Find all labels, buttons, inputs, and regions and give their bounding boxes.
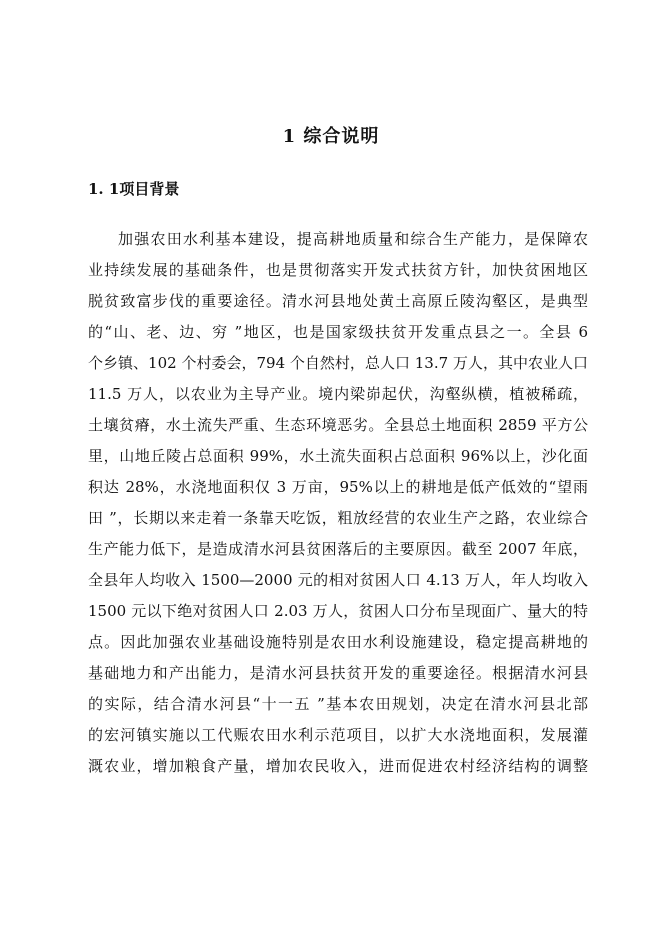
paragraph-line: 11.5 万人，以农业为主导产业。境内梁峁起伏，沟壑纵横，植被稀疏，: [88, 385, 588, 403]
paragraph-line: 的“山、老、边、穷 ”地区，也是国家级扶贫开发重点县之一。全县 6: [88, 323, 588, 341]
paragraph-line: 点。因此加强农业基础设施特别是农田水利设施建设，稳定提高耕地的: [88, 633, 588, 651]
paragraph-line: 生产能力低下，是造成清水河县贫困落后的主要原因。截至 2007 年底，: [88, 540, 588, 558]
paragraph-line: 积达 28%，水浇地面积仅 3 万亩，95%以上的耕地是低产低效的“望雨: [88, 478, 588, 496]
paragraph-line: 溉农业，增加粮食产量，增加农民收入，进而促进农村经济结构的调整: [88, 757, 588, 775]
paragraph-line: 基础地力和产出能力，是清水河县扶贫开发的重要途径。根据清水河县: [88, 664, 588, 682]
paragraph-line: 加强农田水利基本建设，提高耕地质量和综合生产能力，是保障农: [118, 230, 588, 248]
paragraph-line: 的宏河镇实施以工代赈农田水利示范项目，以扩大水浇地面积，发展灌: [88, 726, 588, 744]
paragraph-line: 里，山地丘陵占总面积 99%，水土流失面积占总面积 96%以上，沙化面: [88, 447, 588, 465]
paragraph-line: 业持续发展的基础条件，也是贯彻落实开发式扶贫方针，加快贫困地区: [88, 261, 588, 279]
paragraph-line: 个乡镇、102 个村委会，794 个自然村，总人口 13.7 万人，其中农业人口: [88, 354, 588, 372]
paragraph-line: 土壤贫瘠，水土流失严重、生态环境恶劣。全县总土地面积 2859 平方公: [88, 416, 588, 434]
paragraph-line: 田 ”，长期以来走着一条靠天吃饭，粗放经营的农业生产之路，农业综合: [88, 509, 588, 527]
paragraph-line: 全县年人均收入 1500—2000 元的相对贫困人口 4.13 万人，年人均收入: [88, 571, 588, 589]
section-heading: 1. 1项目背景: [88, 180, 180, 198]
paragraph-line: 脱贫致富步伐的重要途径。清水河县地处黄土高原丘陵沟壑区，是典型: [88, 292, 588, 310]
chapter-title: 1 综合说明: [282, 126, 380, 147]
paragraph-line: 的实际，结合清水河县“十一五 ”基本农田规划，决定在清水河县北部: [88, 695, 588, 713]
body-paragraph: [88, 224, 588, 782]
paragraph-line: 1500 元以下绝对贫困人口 2.03 万人，贫困人口分布呈现面广、量大的特: [88, 602, 588, 620]
